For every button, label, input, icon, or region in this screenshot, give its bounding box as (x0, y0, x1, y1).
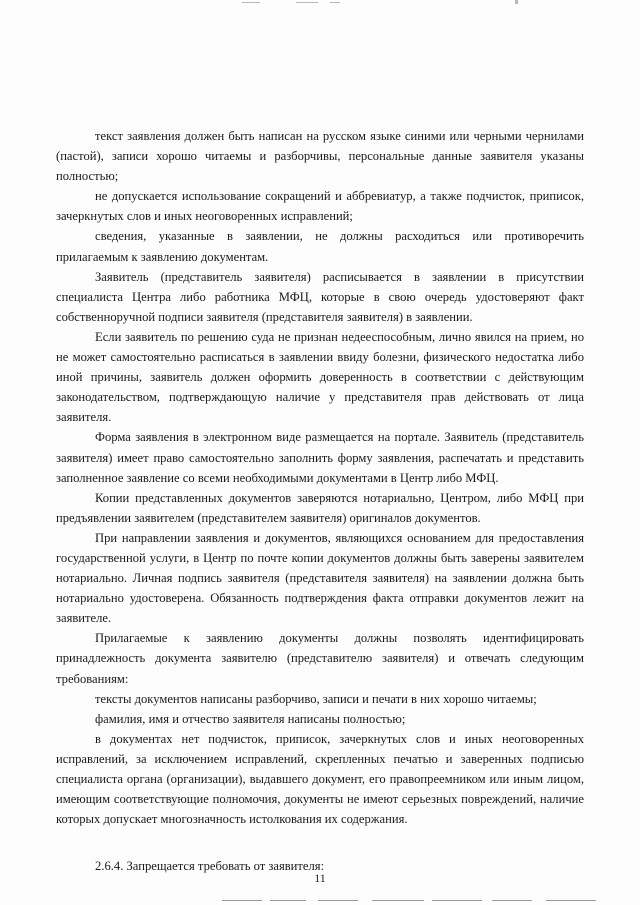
paragraph-full-name: фамилия, имя и отчество заявителя написаны полностью; (95, 711, 406, 726)
paragraph-text-language: текст заявления должен быть написан на русском языке синими или черными чернилами (пастой), записи хорошо читаемы и разборчивы, персональные данные заявителя указаны полностью; (56, 129, 584, 184)
scan-artifact-top (0, 0, 640, 6)
section-heading: 2.6.4. Запрещается требовать от заявителя: (95, 859, 325, 874)
paragraph-electronic-form: Форма заявления в электронном виде размещается на портале. Заявитель (представитель заявителя) имеет право самостоятельно заполнить форму заявления, распечатать и представить заполненное заявление со всеми необходимыми документами в Центр либо МФЦ. (56, 430, 584, 485)
paragraph-legible-texts: тексты документов написаны разборчиво, записи и печати в них хорошо читаемы; (95, 691, 537, 706)
paragraph-postal-submission: При направлении заявления и документов, являющихся основанием для предоставления государственной услуги, в Центр по почте копии документов должны быть заверены заявителем нотариально. Личная подпись заявителя (представителя заявителя) на заявлении должна быть нотариально удостоверена. Обязанность подтверждения факта отправки документов лежит на заявителе. (56, 530, 584, 626)
paragraph-attached-requirements: Прилагаемые к заявлению документы должны позволять идентифицировать принадлежность документа заявителю (представителю заявителя) и отвечать следующим требованиям: (56, 631, 584, 686)
paragraph-power-of-attorney: Если заявитель по решению суда не признан недееспособным, лично явился на прием, но не может самостоятельно расписаться в заявлении ввиду болезни, физического недостатка либо иной причины, заявитель должен оформить доверенность в соответствии с действующим законодательством, подтверждающую наличие у представителя прав действовать от лица заявителя. (56, 329, 584, 425)
document-body (56, 126, 584, 876)
page-number: 11 (314, 871, 326, 885)
paragraph-no-abbreviations: не допускается использование сокращений и аббревиатур, а также подчисток, приписок, зачеркнутых слов и иных неоговоренных исправлений; (56, 189, 584, 224)
paragraph-copies-certified: Копии представленных документов заверяются нотариально, Центром, либо МФЦ при предъявлении заявителем (представителем заявителя) оригиналов документов. (56, 490, 584, 525)
paragraph-consistency: сведения, указанные в заявлении, не должны расходиться или противоречить прилагаемым к заявлению документам. (56, 229, 584, 264)
scan-artifact-bottom (0, 895, 640, 905)
paragraph-no-corrections: в документах нет подчисток, приписок, зачеркнутых слов и иных неоговоренных исправлений, за исключением исправлений, скрепленных печатью и заверенных подписью специалиста органа (организации), выдавшего документ, его правопреемником или иным лицом, имеющим соответствующие полномочия, документы не имеют серьезных повреждений, наличие которых допускает многозначность истолкования их содержания. (56, 731, 584, 827)
paragraph-signature: Заявитель (представитель заявителя) расписывается в заявлении в присутствии специалиста Центра либо работника МФЦ, которые в свою очередь удостоверяют факт собственноручной подписи заявителя (представителя заявителя) в заявлении. (56, 269, 584, 324)
